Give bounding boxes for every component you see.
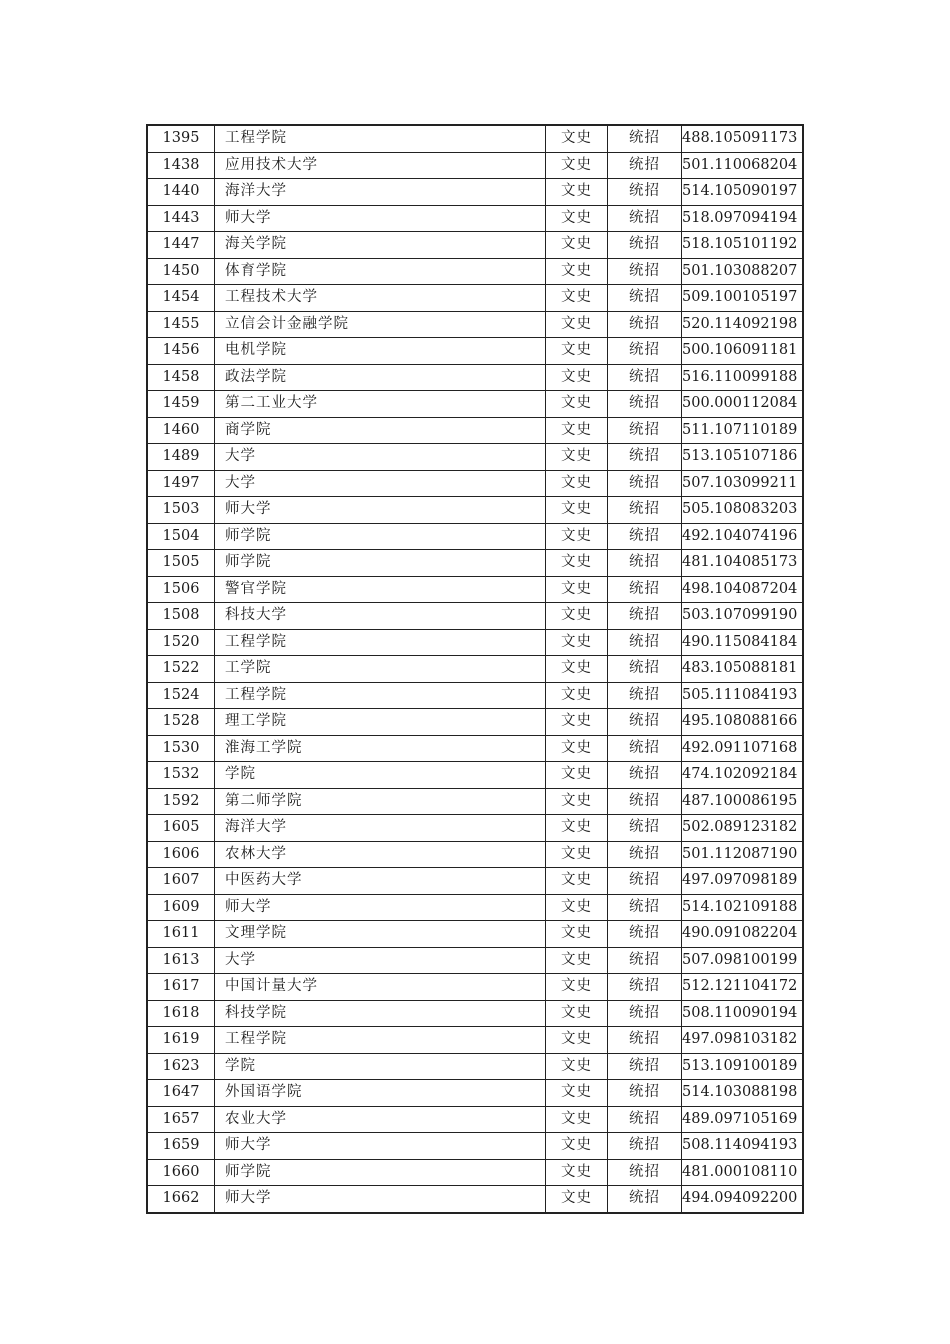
school-name-cell: 农业大学 [215,1106,546,1133]
school-code-cell: 1662 [147,1186,215,1213]
school-code-cell: 1450 [147,258,215,285]
school-code-cell: 1524 [147,682,215,709]
table-row [147,1053,803,1080]
subject-category-cell: 文史 [546,735,608,762]
school-code-cell: 1458 [147,364,215,391]
admission-type-cell: 统招 [608,523,682,550]
subject-category-cell: 文史 [546,1133,608,1160]
school-name-cell: 工学院 [215,656,546,683]
school-code-cell: 1503 [147,497,215,524]
school-code-cell: 1443 [147,205,215,232]
school-code-cell: 1609 [147,894,215,921]
school-name-cell: 淮海工学院 [215,735,546,762]
table-row [147,125,803,152]
admission-type-cell: 统招 [608,364,682,391]
score-cell: 497.098103182 [682,1027,804,1054]
admission-type-cell: 统招 [608,1053,682,1080]
score-cell: 509.100105197 [682,285,804,312]
subject-category-cell: 文史 [546,815,608,842]
score-cell: 500.106091181 [682,338,804,365]
score-cell: 489.097105169 [682,1106,804,1133]
score-cell: 513.109100189 [682,1053,804,1080]
table-row [147,709,803,736]
admission-type-cell: 统招 [608,1027,682,1054]
table-row [147,788,803,815]
subject-category-cell: 文史 [546,258,608,285]
school-name-cell: 文理学院 [215,921,546,948]
admission-type-cell: 统招 [608,391,682,418]
school-code-cell: 1459 [147,391,215,418]
admission-type-cell: 统招 [608,205,682,232]
subject-category-cell: 文史 [546,682,608,709]
school-code-cell: 1447 [147,232,215,259]
score-cell: 494.094092200 [682,1186,804,1213]
subject-category-cell: 文史 [546,1080,608,1107]
subject-category-cell: 文史 [546,152,608,179]
admission-type-cell: 统招 [608,152,682,179]
table-row [147,576,803,603]
table-row [147,603,803,630]
subject-category-cell: 文史 [546,497,608,524]
school-code-cell: 1605 [147,815,215,842]
subject-category-cell: 文史 [546,338,608,365]
school-code-cell: 1505 [147,550,215,577]
table-row [147,921,803,948]
admission-type-cell: 统招 [608,1133,682,1160]
score-cell: 518.105101192 [682,232,804,259]
school-code-cell: 1607 [147,868,215,895]
admission-type-cell: 统招 [608,444,682,471]
school-code-cell: 1497 [147,470,215,497]
admission-type-cell: 统招 [608,788,682,815]
school-code-cell: 1530 [147,735,215,762]
table-body [147,125,803,1213]
school-name-cell: 海洋大学 [215,815,546,842]
table-row [147,523,803,550]
subject-category-cell: 文史 [546,1106,608,1133]
score-cell: 514.105090197 [682,179,804,206]
school-code-cell: 1456 [147,338,215,365]
subject-category-cell: 文史 [546,179,608,206]
table-row [147,815,803,842]
table-row [147,1186,803,1213]
admission-type-cell: 统招 [608,258,682,285]
score-cell: 512.121104172 [682,974,804,1001]
school-name-cell: 师学院 [215,1159,546,1186]
school-code-cell: 1455 [147,311,215,338]
score-cell: 481.104085173 [682,550,804,577]
score-cell: 518.097094194 [682,205,804,232]
school-name-cell: 理工学院 [215,709,546,736]
table-row [147,1080,803,1107]
table-row [147,179,803,206]
subject-category-cell: 文史 [546,868,608,895]
school-name-cell: 海洋大学 [215,179,546,206]
subject-category-cell: 文史 [546,444,608,471]
admission-type-cell: 统招 [608,603,682,630]
admission-type-cell: 统招 [608,417,682,444]
score-cell: 487.100086195 [682,788,804,815]
table-row [147,1106,803,1133]
subject-category-cell: 文史 [546,921,608,948]
school-code-cell: 1460 [147,417,215,444]
school-name-cell: 师大学 [215,1186,546,1213]
school-code-cell: 1395 [147,125,215,152]
admission-type-cell: 统招 [608,232,682,259]
school-name-cell: 第二工业大学 [215,391,546,418]
score-cell: 502.089123182 [682,815,804,842]
school-name-cell: 体育学院 [215,258,546,285]
admission-type-cell: 统招 [608,921,682,948]
table-row [147,974,803,1001]
school-code-cell: 1659 [147,1133,215,1160]
table-row [147,735,803,762]
school-name-cell: 大学 [215,470,546,497]
admission-type-cell: 统招 [608,550,682,577]
table-row [147,311,803,338]
subject-category-cell: 文史 [546,232,608,259]
school-code-cell: 1617 [147,974,215,1001]
admission-type-cell: 统招 [608,629,682,656]
admission-type-cell: 统招 [608,815,682,842]
subject-category-cell: 文史 [546,125,608,152]
school-name-cell: 工程学院 [215,125,546,152]
table-row [147,868,803,895]
subject-category-cell: 文史 [546,364,608,391]
school-code-cell: 1606 [147,841,215,868]
subject-category-cell: 文史 [546,1000,608,1027]
table-row [147,656,803,683]
school-name-cell: 工程学院 [215,629,546,656]
school-code-cell: 1532 [147,762,215,789]
school-code-cell: 1619 [147,1027,215,1054]
score-cell: 492.104074196 [682,523,804,550]
subject-category-cell: 文史 [546,1159,608,1186]
school-name-cell: 工程学院 [215,1027,546,1054]
admission-type-cell: 统招 [608,947,682,974]
admission-type-cell: 统招 [608,868,682,895]
school-name-cell: 商学院 [215,417,546,444]
subject-category-cell: 文史 [546,205,608,232]
admission-type-cell: 统招 [608,576,682,603]
score-cell: 500.000112084 [682,391,804,418]
table-row [147,497,803,524]
admission-type-cell: 统招 [608,179,682,206]
score-cell: 501.112087190 [682,841,804,868]
table-row [147,629,803,656]
score-cell: 516.110099188 [682,364,804,391]
admission-type-cell: 统招 [608,497,682,524]
score-cell: 490.091082204 [682,921,804,948]
score-cell: 488.105091173 [682,125,804,152]
admission-type-cell: 统招 [608,894,682,921]
school-code-cell: 1506 [147,576,215,603]
subject-category-cell: 文史 [546,629,608,656]
table-row [147,285,803,312]
school-code-cell: 1454 [147,285,215,312]
school-code-cell: 1657 [147,1106,215,1133]
school-name-cell: 外国语学院 [215,1080,546,1107]
school-name-cell: 学院 [215,1053,546,1080]
table-row [147,1027,803,1054]
score-cell: 514.102109188 [682,894,804,921]
subject-category-cell: 文史 [546,947,608,974]
subject-category-cell: 文史 [546,285,608,312]
admission-type-cell: 统招 [608,1000,682,1027]
score-cell: 483.105088181 [682,656,804,683]
subject-category-cell: 文史 [546,603,608,630]
subject-category-cell: 文史 [546,894,608,921]
score-cell: 508.114094193 [682,1133,804,1160]
school-name-cell: 师大学 [215,205,546,232]
score-cell: 514.103088198 [682,1080,804,1107]
admission-type-cell: 统招 [608,1106,682,1133]
school-code-cell: 1528 [147,709,215,736]
school-name-cell: 第二师学院 [215,788,546,815]
subject-category-cell: 文史 [546,762,608,789]
subject-category-cell: 文史 [546,1053,608,1080]
score-cell: 501.110068204 [682,152,804,179]
subject-category-cell: 文史 [546,311,608,338]
table-row [147,391,803,418]
school-code-cell: 1613 [147,947,215,974]
score-cell: 508.110090194 [682,1000,804,1027]
score-cell: 511.107110189 [682,417,804,444]
school-name-cell: 师学院 [215,550,546,577]
subject-category-cell: 文史 [546,788,608,815]
admission-type-cell: 统招 [608,735,682,762]
school-name-cell: 大学 [215,947,546,974]
score-cell: 505.111084193 [682,682,804,709]
school-name-cell: 科技大学 [215,603,546,630]
subject-category-cell: 文史 [546,550,608,577]
admission-type-cell: 统招 [608,974,682,1001]
school-name-cell: 师学院 [215,523,546,550]
school-code-cell: 1522 [147,656,215,683]
table-row [147,762,803,789]
school-code-cell: 1504 [147,523,215,550]
table-row [147,338,803,365]
table-row [147,947,803,974]
score-cell: 507.103099211 [682,470,804,497]
subject-category-cell: 文史 [546,974,608,1001]
table-row [147,682,803,709]
school-code-cell: 1647 [147,1080,215,1107]
school-code-cell: 1611 [147,921,215,948]
subject-category-cell: 文史 [546,391,608,418]
score-cell: 501.103088207 [682,258,804,285]
score-cell: 490.115084184 [682,629,804,656]
score-cell: 495.108088166 [682,709,804,736]
admission-type-cell: 统招 [608,709,682,736]
table-row [147,1159,803,1186]
school-code-cell: 1618 [147,1000,215,1027]
score-cell: 520.114092198 [682,311,804,338]
subject-category-cell: 文史 [546,1027,608,1054]
school-name-cell: 电机学院 [215,338,546,365]
table-row [147,364,803,391]
school-name-cell: 大学 [215,444,546,471]
table-row [147,232,803,259]
school-name-cell: 工程技术大学 [215,285,546,312]
school-name-cell: 应用技术大学 [215,152,546,179]
school-name-cell: 师大学 [215,894,546,921]
table-row [147,1000,803,1027]
score-cell: 474.102092184 [682,762,804,789]
school-name-cell: 警官学院 [215,576,546,603]
subject-category-cell: 文史 [546,1186,608,1213]
score-cell: 481.000108110 [682,1159,804,1186]
score-cell: 513.105107186 [682,444,804,471]
school-name-cell: 中国计量大学 [215,974,546,1001]
score-cell: 497.097098189 [682,868,804,895]
admission-type-cell: 统招 [608,1159,682,1186]
school-code-cell: 1438 [147,152,215,179]
admission-type-cell: 统招 [608,338,682,365]
school-name-cell: 农林大学 [215,841,546,868]
subject-category-cell: 文史 [546,470,608,497]
table-row [147,205,803,232]
score-cell: 507.098100199 [682,947,804,974]
school-code-cell: 1623 [147,1053,215,1080]
admission-type-cell: 统招 [608,285,682,312]
admission-type-cell: 统招 [608,762,682,789]
subject-category-cell: 文史 [546,523,608,550]
admissions-table [146,124,804,1214]
school-code-cell: 1660 [147,1159,215,1186]
subject-category-cell: 文史 [546,576,608,603]
school-name-cell: 中医药大学 [215,868,546,895]
admission-type-cell: 统招 [608,656,682,683]
admission-type-cell: 统招 [608,1080,682,1107]
school-name-cell: 工程学院 [215,682,546,709]
table-row [147,444,803,471]
admission-type-cell: 统招 [608,311,682,338]
school-code-cell: 1489 [147,444,215,471]
school-code-cell: 1520 [147,629,215,656]
school-name-cell: 立信会计金融学院 [215,311,546,338]
subject-category-cell: 文史 [546,709,608,736]
admission-type-cell: 统招 [608,1186,682,1213]
school-name-cell: 师大学 [215,1133,546,1160]
table-row [147,1133,803,1160]
school-name-cell: 政法学院 [215,364,546,391]
school-name-cell: 学院 [215,762,546,789]
table-row [147,894,803,921]
score-cell: 498.104087204 [682,576,804,603]
school-name-cell: 师大学 [215,497,546,524]
school-code-cell: 1440 [147,179,215,206]
table-row [147,152,803,179]
admission-type-cell: 统招 [608,470,682,497]
table-row [147,258,803,285]
table-row [147,550,803,577]
school-code-cell: 1592 [147,788,215,815]
admission-type-cell: 统招 [608,682,682,709]
table-row [147,841,803,868]
score-cell: 492.091107168 [682,735,804,762]
subject-category-cell: 文史 [546,656,608,683]
table-row [147,470,803,497]
subject-category-cell: 文史 [546,841,608,868]
school-name-cell: 海关学院 [215,232,546,259]
score-cell: 505.108083203 [682,497,804,524]
table-row [147,417,803,444]
admission-type-cell: 统招 [608,841,682,868]
admission-type-cell: 统招 [608,125,682,152]
score-cell: 503.107099190 [682,603,804,630]
school-name-cell: 科技学院 [215,1000,546,1027]
subject-category-cell: 文史 [546,417,608,444]
school-code-cell: 1508 [147,603,215,630]
